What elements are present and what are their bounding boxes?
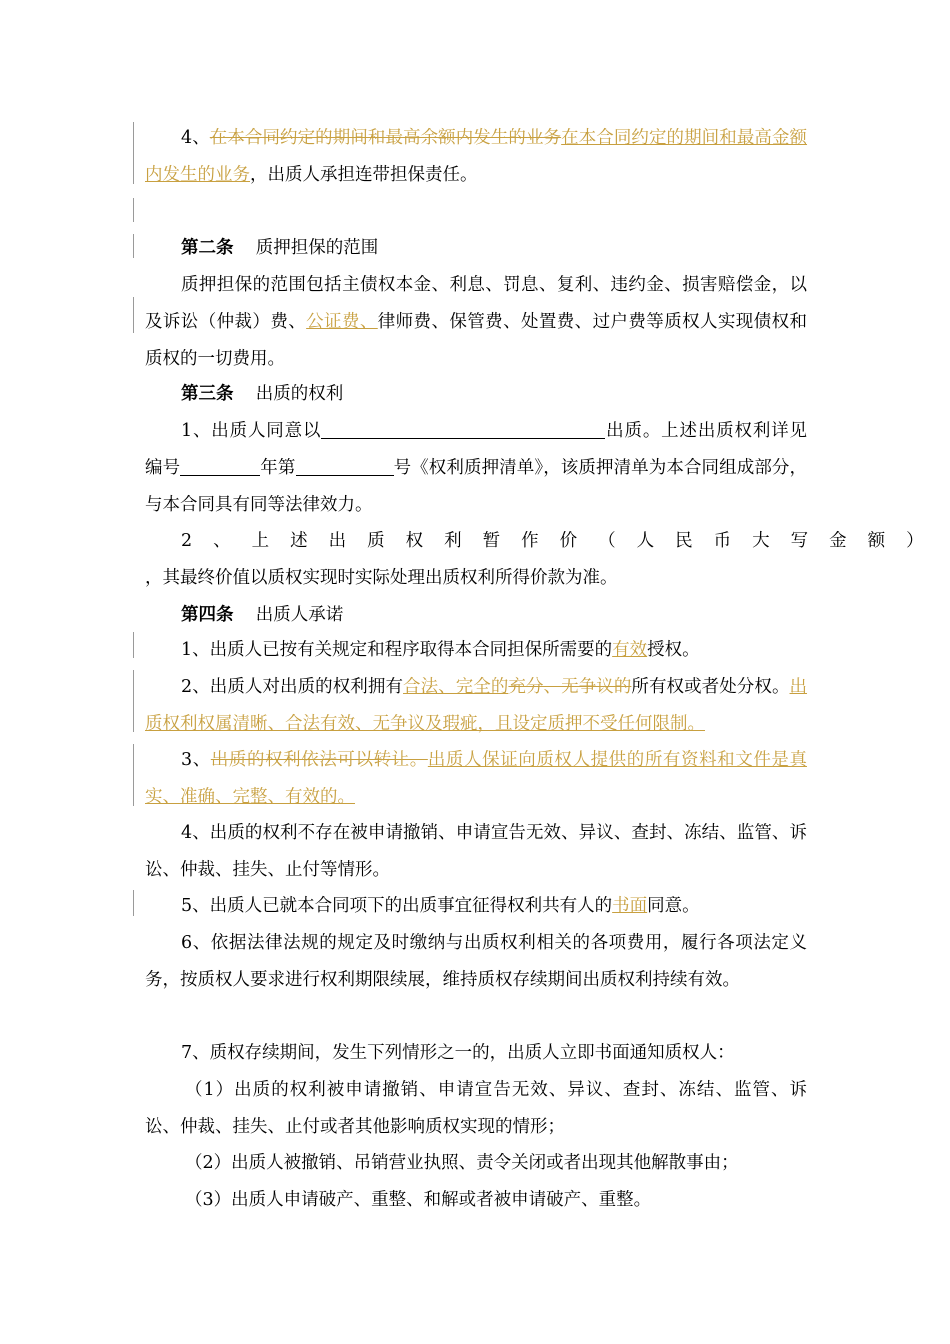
body-text: 授权。 — [647, 640, 700, 660]
body-text: 2、上述出质权利暂作价（人民币大写金额） — [181, 531, 945, 551]
deleted-text: 在本合同约定的期间和最高余额内发生的业务 — [209, 128, 562, 148]
revision-bar — [133, 234, 134, 258]
article-number: 第二条 — [181, 238, 234, 258]
body-text: 3、 — [181, 750, 211, 770]
paragraph-clause1-item4 — [145, 120, 807, 194]
article-number: 第四条 — [181, 605, 234, 625]
item-number: 4、 — [181, 128, 210, 148]
inserted-text: 公证费、 — [306, 312, 378, 332]
article4-item3 — [145, 742, 807, 816]
body-text: （2）出质人被撤销、吊销营业执照、责令关闭或者出现其他解散事由； — [185, 1153, 739, 1173]
article-title: 出质的权利 — [255, 384, 344, 404]
body-text: 7、质权存续期间，发生下列情形之一的，出质人立即书面通知质权人： — [181, 1043, 735, 1063]
article3-item2-cont — [145, 560, 807, 597]
body-text: 所有权或者处分权。 — [631, 677, 790, 697]
body-text: 2、出质人对出质的权利拥有 — [181, 677, 404, 697]
body-text: 年第 — [260, 458, 296, 478]
article4-heading — [145, 597, 807, 634]
article4-item6 — [145, 925, 807, 999]
inserted-text: 出质人保证向质权人提供的所有资料和文件是真实、准确、完整、有效的。 — [145, 750, 808, 807]
article-number: 第三条 — [181, 384, 234, 404]
article2-body — [145, 267, 807, 378]
inserted-text: 在本合同约定的期间和最高金额内发生的业务 — [145, 128, 808, 185]
body-text: ，出质人承担连带担保责任。 — [250, 165, 478, 185]
revision-bar — [133, 890, 134, 916]
article4-item4 — [145, 815, 807, 889]
revision-bar — [133, 632, 134, 658]
body-text: 出质。上述出质权利详见编号 — [145, 421, 807, 478]
article4-item1 — [145, 632, 807, 669]
revision-bar — [133, 297, 134, 333]
inserted-text: 出质权利权属清晰、合法有效、无争议及瑕疵，且设定质押不受任何限制。 — [145, 677, 808, 734]
article4-item7 — [145, 1035, 807, 1072]
body-text: 同意。 — [647, 896, 700, 916]
body-text: 号《权利质押清单》，该质押清单为本合同组成部分，与本合同具有同等法律效力。 — [145, 458, 808, 515]
revision-bar — [133, 122, 134, 184]
fill-blank — [296, 457, 394, 476]
inserted-text: 合法、完全的 — [403, 677, 509, 697]
body-text: 1、出质人已按有关规定和程序取得本合同担保所需要的 — [181, 640, 613, 660]
deleted-text: 充分、无争议的 — [508, 677, 632, 697]
body-text: （1）出质的权利被申请撤销、申请宣告无效、异议、查封、冻结、监管、诉讼、仲裁、挂失、止付或者其他影响质权实现的情形； — [145, 1080, 807, 1137]
body-text: 5、出质人已就本合同项下的出质事宜征得权利共有人的 — [181, 896, 613, 916]
article4-item5 — [145, 888, 807, 925]
article4-item2 — [145, 669, 807, 743]
revision-bar — [133, 670, 134, 732]
article3-heading — [145, 376, 807, 413]
article3-item2-line — [145, 523, 945, 560]
article4-item7-sub2 — [145, 1145, 807, 1182]
revision-bar — [133, 744, 134, 806]
article4-item7-sub3 — [145, 1182, 807, 1219]
body-text: 1、出质人同意以 — [181, 421, 322, 441]
inserted-text: 有效 — [612, 640, 648, 660]
article2-heading — [145, 230, 807, 267]
fill-blank — [321, 420, 605, 439]
article-title: 质押担保的范围 — [255, 238, 379, 258]
body-text: 律师费、保管费、处置费、过户费等质权人实现债权和质权的一切费用。 — [145, 312, 808, 369]
revision-bar — [133, 198, 134, 222]
article4-item7-sub1 — [145, 1072, 807, 1146]
body-text: （3）出质人申请破产、重整、和解或者被申请破产、重整。 — [185, 1190, 652, 1210]
inserted-text: 书面 — [612, 896, 648, 916]
article-title: 出质人承诺 — [255, 605, 344, 625]
article3-item1 — [145, 413, 807, 524]
body-text: 6、依据法律法规的规定及时缴纳与出质权利相关的各项费用，履行各项法定义务，按质权人要求进行权利期限续展，维持质权存续期间出质权利持续有效。 — [145, 933, 807, 990]
fill-blank — [180, 457, 260, 476]
deleted-text: 出质的权利依法可以转让。 — [210, 750, 428, 770]
body-text: ，其最终价值以质权实现时实际处理出质权利所得价款为准。 — [145, 568, 618, 588]
body-text: 4、出质的权利不存在被申请撤销、申请宣告无效、异议、查封、冻结、监管、诉讼、仲裁、挂失、止付等情形。 — [145, 823, 807, 880]
body-text: 质押担保的范围包括主债权本金、利息、罚息、复利、违约金、损害赔偿金，以及诉讼（仲裁）费、 — [145, 275, 807, 332]
